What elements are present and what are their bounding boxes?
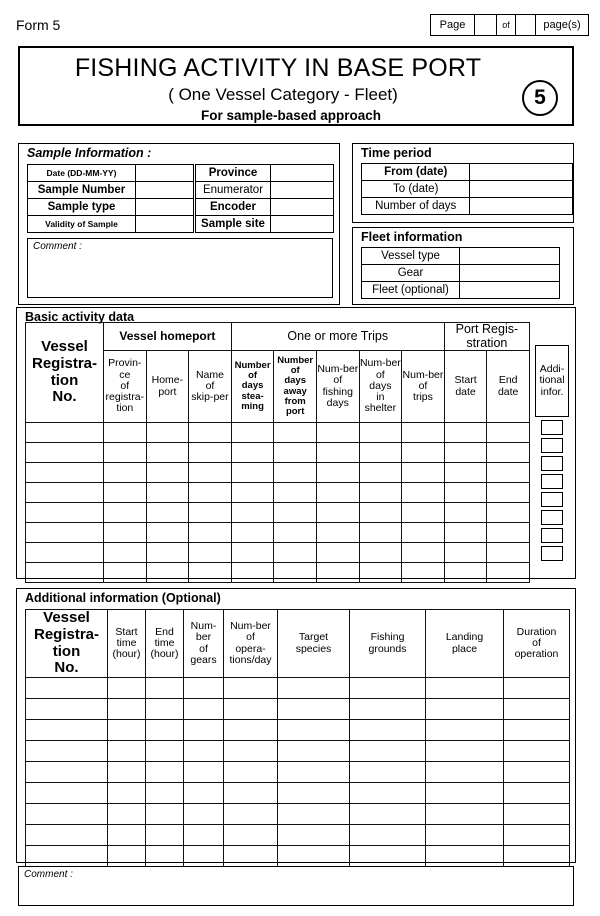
table-row <box>26 523 530 543</box>
field-value[interactable] <box>271 165 334 182</box>
field-label: Validity of Sample <box>28 216 136 233</box>
group-header: One or more Trips <box>231 323 444 351</box>
table-cell[interactable] <box>504 741 570 762</box>
table-cell[interactable] <box>26 463 104 483</box>
table-cell[interactable] <box>104 463 147 483</box>
table-cell[interactable] <box>26 720 108 741</box>
table-cell[interactable] <box>231 443 274 463</box>
table-cell[interactable] <box>224 762 278 783</box>
field-row <box>362 248 560 265</box>
table-cell[interactable] <box>359 563 402 583</box>
table-cell[interactable] <box>274 463 317 483</box>
table-cell[interactable] <box>146 762 184 783</box>
table-cell[interactable] <box>231 523 274 543</box>
table-cell[interactable] <box>26 804 108 825</box>
field-label: Number of days <box>362 198 470 215</box>
table-cell[interactable] <box>444 523 487 543</box>
field-row <box>362 282 560 299</box>
table-cell[interactable] <box>274 543 317 563</box>
table-cell[interactable] <box>350 741 426 762</box>
table-cell[interactable] <box>108 741 146 762</box>
column-header: Name of skip-per <box>189 351 232 423</box>
field-label: Gear <box>362 265 460 282</box>
table-cell[interactable] <box>146 783 184 804</box>
page-label: Page <box>431 15 475 35</box>
table-cell[interactable] <box>146 846 184 867</box>
table-cell[interactable] <box>504 762 570 783</box>
table-cell[interactable] <box>426 804 504 825</box>
table-row <box>26 503 530 523</box>
table-cell[interactable] <box>184 783 224 804</box>
page-subtitle-2: For sample-based approach <box>200 108 382 123</box>
table-cell[interactable] <box>278 741 350 762</box>
table-cell[interactable] <box>146 503 189 523</box>
field-label: Date (DD-MM-YY) <box>28 165 136 182</box>
table-cell[interactable] <box>487 503 530 523</box>
table-cell[interactable] <box>350 699 426 720</box>
table-cell[interactable] <box>184 741 224 762</box>
sample-comment-label: Comment : <box>33 241 82 252</box>
time-period-title: Time period <box>361 146 432 160</box>
table-cell[interactable] <box>184 678 224 699</box>
table-cell[interactable] <box>444 463 487 483</box>
table-cell[interactable] <box>402 463 445 483</box>
field-label: To (date) <box>362 181 470 198</box>
field-row <box>28 216 194 233</box>
field-value[interactable] <box>136 165 194 182</box>
table-cell[interactable] <box>278 825 350 846</box>
table-cell[interactable] <box>146 483 189 503</box>
table-cell[interactable] <box>487 563 530 583</box>
page-number-box <box>430 14 589 36</box>
field-value[interactable] <box>470 198 573 215</box>
table-cell[interactable] <box>231 483 274 503</box>
table-cell[interactable] <box>224 804 278 825</box>
table-cell[interactable] <box>359 463 402 483</box>
group-header: Vessel homeport <box>104 323 232 351</box>
column-header-vessel-registration-no: Vessel Registra-tion No. <box>26 323 104 423</box>
table-cell[interactable] <box>108 783 146 804</box>
table-cell[interactable] <box>444 503 487 523</box>
table-cell[interactable] <box>278 678 350 699</box>
column-header: Num-ber of fishing days <box>316 351 359 423</box>
table-cell[interactable] <box>402 443 445 463</box>
form-number-badge: 5 <box>522 80 558 116</box>
table-cell[interactable] <box>104 523 147 543</box>
table-cell[interactable] <box>146 423 189 443</box>
table-cell[interactable] <box>444 443 487 463</box>
field-row <box>362 181 573 198</box>
table-cell[interactable] <box>104 503 147 523</box>
sample-information-right-fields <box>195 164 334 233</box>
table-cell[interactable] <box>350 720 426 741</box>
table-cell[interactable] <box>316 443 359 463</box>
total-pages-field[interactable] <box>516 15 536 35</box>
table-cell[interactable] <box>146 699 184 720</box>
table-header-row <box>26 610 570 678</box>
table-cell[interactable] <box>26 563 104 583</box>
table-cell[interactable] <box>108 804 146 825</box>
field-row <box>28 199 194 216</box>
sample-information-panel <box>18 143 340 305</box>
table-cell[interactable] <box>146 523 189 543</box>
table-cell[interactable] <box>426 846 504 867</box>
table-cell[interactable] <box>350 846 426 867</box>
field-value[interactable] <box>460 248 560 265</box>
additional-information-title: Additional information (Optional) <box>25 591 221 605</box>
table-row <box>26 543 530 563</box>
table-row <box>26 678 570 699</box>
table-cell[interactable] <box>504 804 570 825</box>
table-cell[interactable] <box>26 762 108 783</box>
table-cell[interactable] <box>274 523 317 543</box>
table-cell[interactable] <box>108 720 146 741</box>
table-cell[interactable] <box>184 846 224 867</box>
column-header: Num-ber of gears <box>184 610 224 678</box>
field-label: Vessel type <box>362 248 460 265</box>
table-cell[interactable] <box>26 699 108 720</box>
table-cell[interactable] <box>504 678 570 699</box>
time-period-fields <box>361 163 573 215</box>
column-header: Number of days stea-ming <box>231 351 274 423</box>
field-row <box>28 165 194 182</box>
table-cell[interactable] <box>189 483 232 503</box>
column-header: Num-ber of opera-tions/day <box>224 610 278 678</box>
field-row <box>196 199 334 216</box>
table-cell[interactable] <box>184 699 224 720</box>
table-cell[interactable] <box>316 543 359 563</box>
table-cell[interactable] <box>426 762 504 783</box>
table-cell[interactable] <box>316 423 359 443</box>
page-number-field[interactable] <box>475 15 497 35</box>
column-header-additional-infor: Addi-tional infor. <box>535 345 569 417</box>
additional-info-checkbox[interactable] <box>541 456 563 471</box>
table-row <box>26 825 570 846</box>
table-cell[interactable] <box>316 503 359 523</box>
additional-info-checkbox[interactable] <box>541 528 563 543</box>
table-cell[interactable] <box>426 699 504 720</box>
table-cell[interactable] <box>224 846 278 867</box>
table-cell[interactable] <box>278 804 350 825</box>
table-cell[interactable] <box>189 423 232 443</box>
table-row <box>26 699 570 720</box>
additional-information-table <box>25 609 570 867</box>
table-cell[interactable] <box>487 523 530 543</box>
table-cell[interactable] <box>108 762 146 783</box>
table-cell[interactable] <box>504 720 570 741</box>
field-value[interactable] <box>136 182 194 199</box>
sample-information-title: Sample Information : <box>27 146 152 160</box>
table-cell[interactable] <box>444 423 487 443</box>
table-cell[interactable] <box>108 678 146 699</box>
additional-information-panel <box>16 588 576 863</box>
table-cell[interactable] <box>184 825 224 846</box>
table-cell[interactable] <box>146 825 184 846</box>
table-cell[interactable] <box>146 741 184 762</box>
table-cell[interactable] <box>274 423 317 443</box>
table-row <box>26 463 530 483</box>
table-cell[interactable] <box>278 762 350 783</box>
table-row <box>26 563 530 583</box>
table-cell[interactable] <box>487 423 530 443</box>
table-cell[interactable] <box>487 463 530 483</box>
field-label: Fleet (optional) <box>362 282 460 299</box>
table-cell[interactable] <box>426 825 504 846</box>
field-label: Sample type <box>28 199 136 216</box>
additional-info-checkbox[interactable] <box>541 546 563 561</box>
table-cell[interactable] <box>444 563 487 583</box>
column-header: Target species <box>278 610 350 678</box>
table-cell[interactable] <box>231 463 274 483</box>
table-cell[interactable] <box>274 563 317 583</box>
column-header: Provin-ce of registra-tion <box>104 351 147 423</box>
table-cell[interactable] <box>26 483 104 503</box>
table-cell[interactable] <box>189 503 232 523</box>
table-row <box>26 762 570 783</box>
table-cell[interactable] <box>104 423 147 443</box>
table-cell[interactable] <box>224 825 278 846</box>
column-header: Number of days away from port <box>274 351 317 423</box>
table-cell[interactable] <box>444 483 487 503</box>
table-cell[interactable] <box>359 423 402 443</box>
additional-info-checkbox[interactable] <box>541 438 563 453</box>
sample-information-left-fields <box>27 164 194 233</box>
field-row <box>196 165 334 182</box>
bottom-comment-box[interactable] <box>18 866 574 906</box>
table-cell[interactable] <box>146 678 184 699</box>
table-cell[interactable] <box>350 762 426 783</box>
field-value[interactable] <box>470 181 573 198</box>
table-cell[interactable] <box>26 423 104 443</box>
field-row <box>362 265 560 282</box>
table-cell[interactable] <box>108 699 146 720</box>
additional-info-checkbox[interactable] <box>541 474 563 489</box>
table-cell[interactable] <box>231 543 274 563</box>
field-label: Sample site <box>196 216 271 233</box>
fleet-information-fields <box>361 247 560 299</box>
table-row <box>26 423 530 443</box>
table-cell[interactable] <box>189 563 232 583</box>
field-label: Sample Number <box>28 182 136 199</box>
pages-label: page(s) <box>543 19 581 31</box>
field-value[interactable] <box>460 282 560 299</box>
table-cell[interactable] <box>278 783 350 804</box>
table-cell[interactable] <box>487 543 530 563</box>
additional-info-checkbox[interactable] <box>541 510 563 525</box>
table-cell[interactable] <box>104 443 147 463</box>
table-row <box>26 846 570 867</box>
table-cell[interactable] <box>189 523 232 543</box>
additional-info-checkbox[interactable] <box>541 492 563 507</box>
column-header: Home-port <box>146 351 189 423</box>
table-cell[interactable] <box>26 783 108 804</box>
table-cell[interactable] <box>26 846 108 867</box>
table-cell[interactable] <box>224 720 278 741</box>
column-header: End time (hour) <box>146 610 184 678</box>
table-cell[interactable] <box>26 523 104 543</box>
field-label: Enumerator <box>196 182 271 199</box>
table-cell[interactable] <box>504 783 570 804</box>
table-cell[interactable] <box>224 783 278 804</box>
field-label: From (date) <box>362 164 470 181</box>
table-cell[interactable] <box>184 720 224 741</box>
column-header: Fishing grounds <box>350 610 426 678</box>
table-cell[interactable] <box>402 483 445 503</box>
table-cell[interactable] <box>426 741 504 762</box>
table-cell[interactable] <box>504 846 570 867</box>
column-header: Landing place <box>426 610 504 678</box>
table-cell[interactable] <box>426 783 504 804</box>
table-cell[interactable] <box>359 503 402 523</box>
table-cell[interactable] <box>146 804 184 825</box>
bottom-comment-label: Comment : <box>24 869 73 880</box>
field-label: Province <box>196 165 271 182</box>
field-row <box>196 216 334 233</box>
table-cell[interactable] <box>402 523 445 543</box>
field-value[interactable] <box>271 199 334 216</box>
table-cell[interactable] <box>104 563 147 583</box>
time-period-panel <box>352 143 574 223</box>
table-cell[interactable] <box>231 423 274 443</box>
table-row <box>26 783 570 804</box>
table-cell[interactable] <box>278 720 350 741</box>
form-number: Form 5 <box>16 17 61 33</box>
column-header-vessel-registration-no: Vessel Registra-tion No. <box>26 610 108 678</box>
top-bar <box>0 14 600 42</box>
table-cell[interactable] <box>26 825 108 846</box>
table-cell[interactable] <box>146 443 189 463</box>
table-cell[interactable] <box>104 543 147 563</box>
table-cell[interactable] <box>146 543 189 563</box>
table-cell[interactable] <box>224 678 278 699</box>
table-row <box>26 741 570 762</box>
column-header: End date <box>487 351 530 423</box>
column-header: Start date <box>444 351 487 423</box>
table-cell[interactable] <box>224 741 278 762</box>
table-cell[interactable] <box>108 825 146 846</box>
table-cell[interactable] <box>444 543 487 563</box>
table-row <box>26 804 570 825</box>
field-value[interactable] <box>470 164 573 181</box>
field-row <box>28 182 194 199</box>
table-cell[interactable] <box>487 483 530 503</box>
table-cell[interactable] <box>104 483 147 503</box>
table-cell[interactable] <box>359 523 402 543</box>
table-cell[interactable] <box>402 543 445 563</box>
table-cell[interactable] <box>350 783 426 804</box>
column-header: Num-ber of trips <box>402 351 445 423</box>
table-cell[interactable] <box>184 804 224 825</box>
table-cell[interactable] <box>278 699 350 720</box>
table-cell[interactable] <box>231 563 274 583</box>
table-cell[interactable] <box>146 463 189 483</box>
field-row <box>362 164 573 181</box>
table-cell[interactable] <box>189 543 232 563</box>
of-label: of <box>497 15 516 35</box>
table-cell[interactable] <box>426 678 504 699</box>
table-cell[interactable] <box>146 563 189 583</box>
table-header-row <box>26 323 530 351</box>
table-cell[interactable] <box>359 543 402 563</box>
table-cell[interactable] <box>224 699 278 720</box>
table-cell[interactable] <box>231 503 274 523</box>
fleet-information-panel <box>352 227 574 305</box>
page-subtitle: ( One Vessel Category - Fleet) <box>168 85 398 104</box>
table-cell[interactable] <box>26 443 104 463</box>
table-cell[interactable] <box>359 443 402 463</box>
page-title: FISHING ACTIVITY IN BASE PORT <box>74 54 482 82</box>
table-row <box>26 483 530 503</box>
table-cell[interactable] <box>487 443 530 463</box>
column-header: Num-ber of days in shelter <box>359 351 402 423</box>
table-cell[interactable] <box>350 678 426 699</box>
table-cell[interactable] <box>26 741 108 762</box>
table-cell[interactable] <box>504 699 570 720</box>
field-label: Encoder <box>196 199 271 216</box>
table-cell[interactable] <box>402 423 445 443</box>
additional-info-checkbox[interactable] <box>541 420 563 435</box>
sample-comment-box[interactable] <box>27 238 333 298</box>
fleet-information-title: Fleet information <box>361 230 463 244</box>
additional-info-column <box>535 319 569 561</box>
field-row <box>362 198 573 215</box>
table-cell[interactable] <box>278 846 350 867</box>
table-cell[interactable] <box>402 503 445 523</box>
column-header: Duration of operation <box>504 610 570 678</box>
field-value[interactable] <box>136 216 194 233</box>
table-cell[interactable] <box>350 804 426 825</box>
table-cell[interactable] <box>402 563 445 583</box>
table-row <box>26 720 570 741</box>
table-cell[interactable] <box>26 543 104 563</box>
table-cell[interactable] <box>184 762 224 783</box>
table-cell[interactable] <box>189 443 232 463</box>
group-header: Port Regis- stration <box>444 323 529 351</box>
field-value[interactable] <box>271 182 334 199</box>
field-value[interactable] <box>460 265 560 282</box>
title-block <box>18 46 574 126</box>
table-cell[interactable] <box>108 846 146 867</box>
table-cell[interactable] <box>316 523 359 543</box>
table-cell[interactable] <box>26 503 104 523</box>
table-cell[interactable] <box>316 463 359 483</box>
table-cell[interactable] <box>316 563 359 583</box>
table-cell[interactable] <box>359 483 402 503</box>
basic-activity-data-title: Basic activity data <box>25 310 135 324</box>
field-value[interactable] <box>136 199 194 216</box>
table-cell[interactable] <box>350 825 426 846</box>
basic-activity-data-panel <box>16 307 576 579</box>
table-cell[interactable] <box>274 503 317 523</box>
table-cell[interactable] <box>316 483 359 503</box>
table-cell[interactable] <box>504 825 570 846</box>
field-row <box>196 182 334 199</box>
table-cell[interactable] <box>426 720 504 741</box>
table-cell[interactable] <box>274 443 317 463</box>
table-cell[interactable] <box>274 483 317 503</box>
table-cell[interactable] <box>189 463 232 483</box>
basic-activity-data-table <box>25 322 530 583</box>
column-header: Start time (hour) <box>108 610 146 678</box>
table-cell[interactable] <box>146 720 184 741</box>
table-cell[interactable] <box>26 678 108 699</box>
field-value[interactable] <box>271 216 334 233</box>
table-row <box>26 443 530 463</box>
